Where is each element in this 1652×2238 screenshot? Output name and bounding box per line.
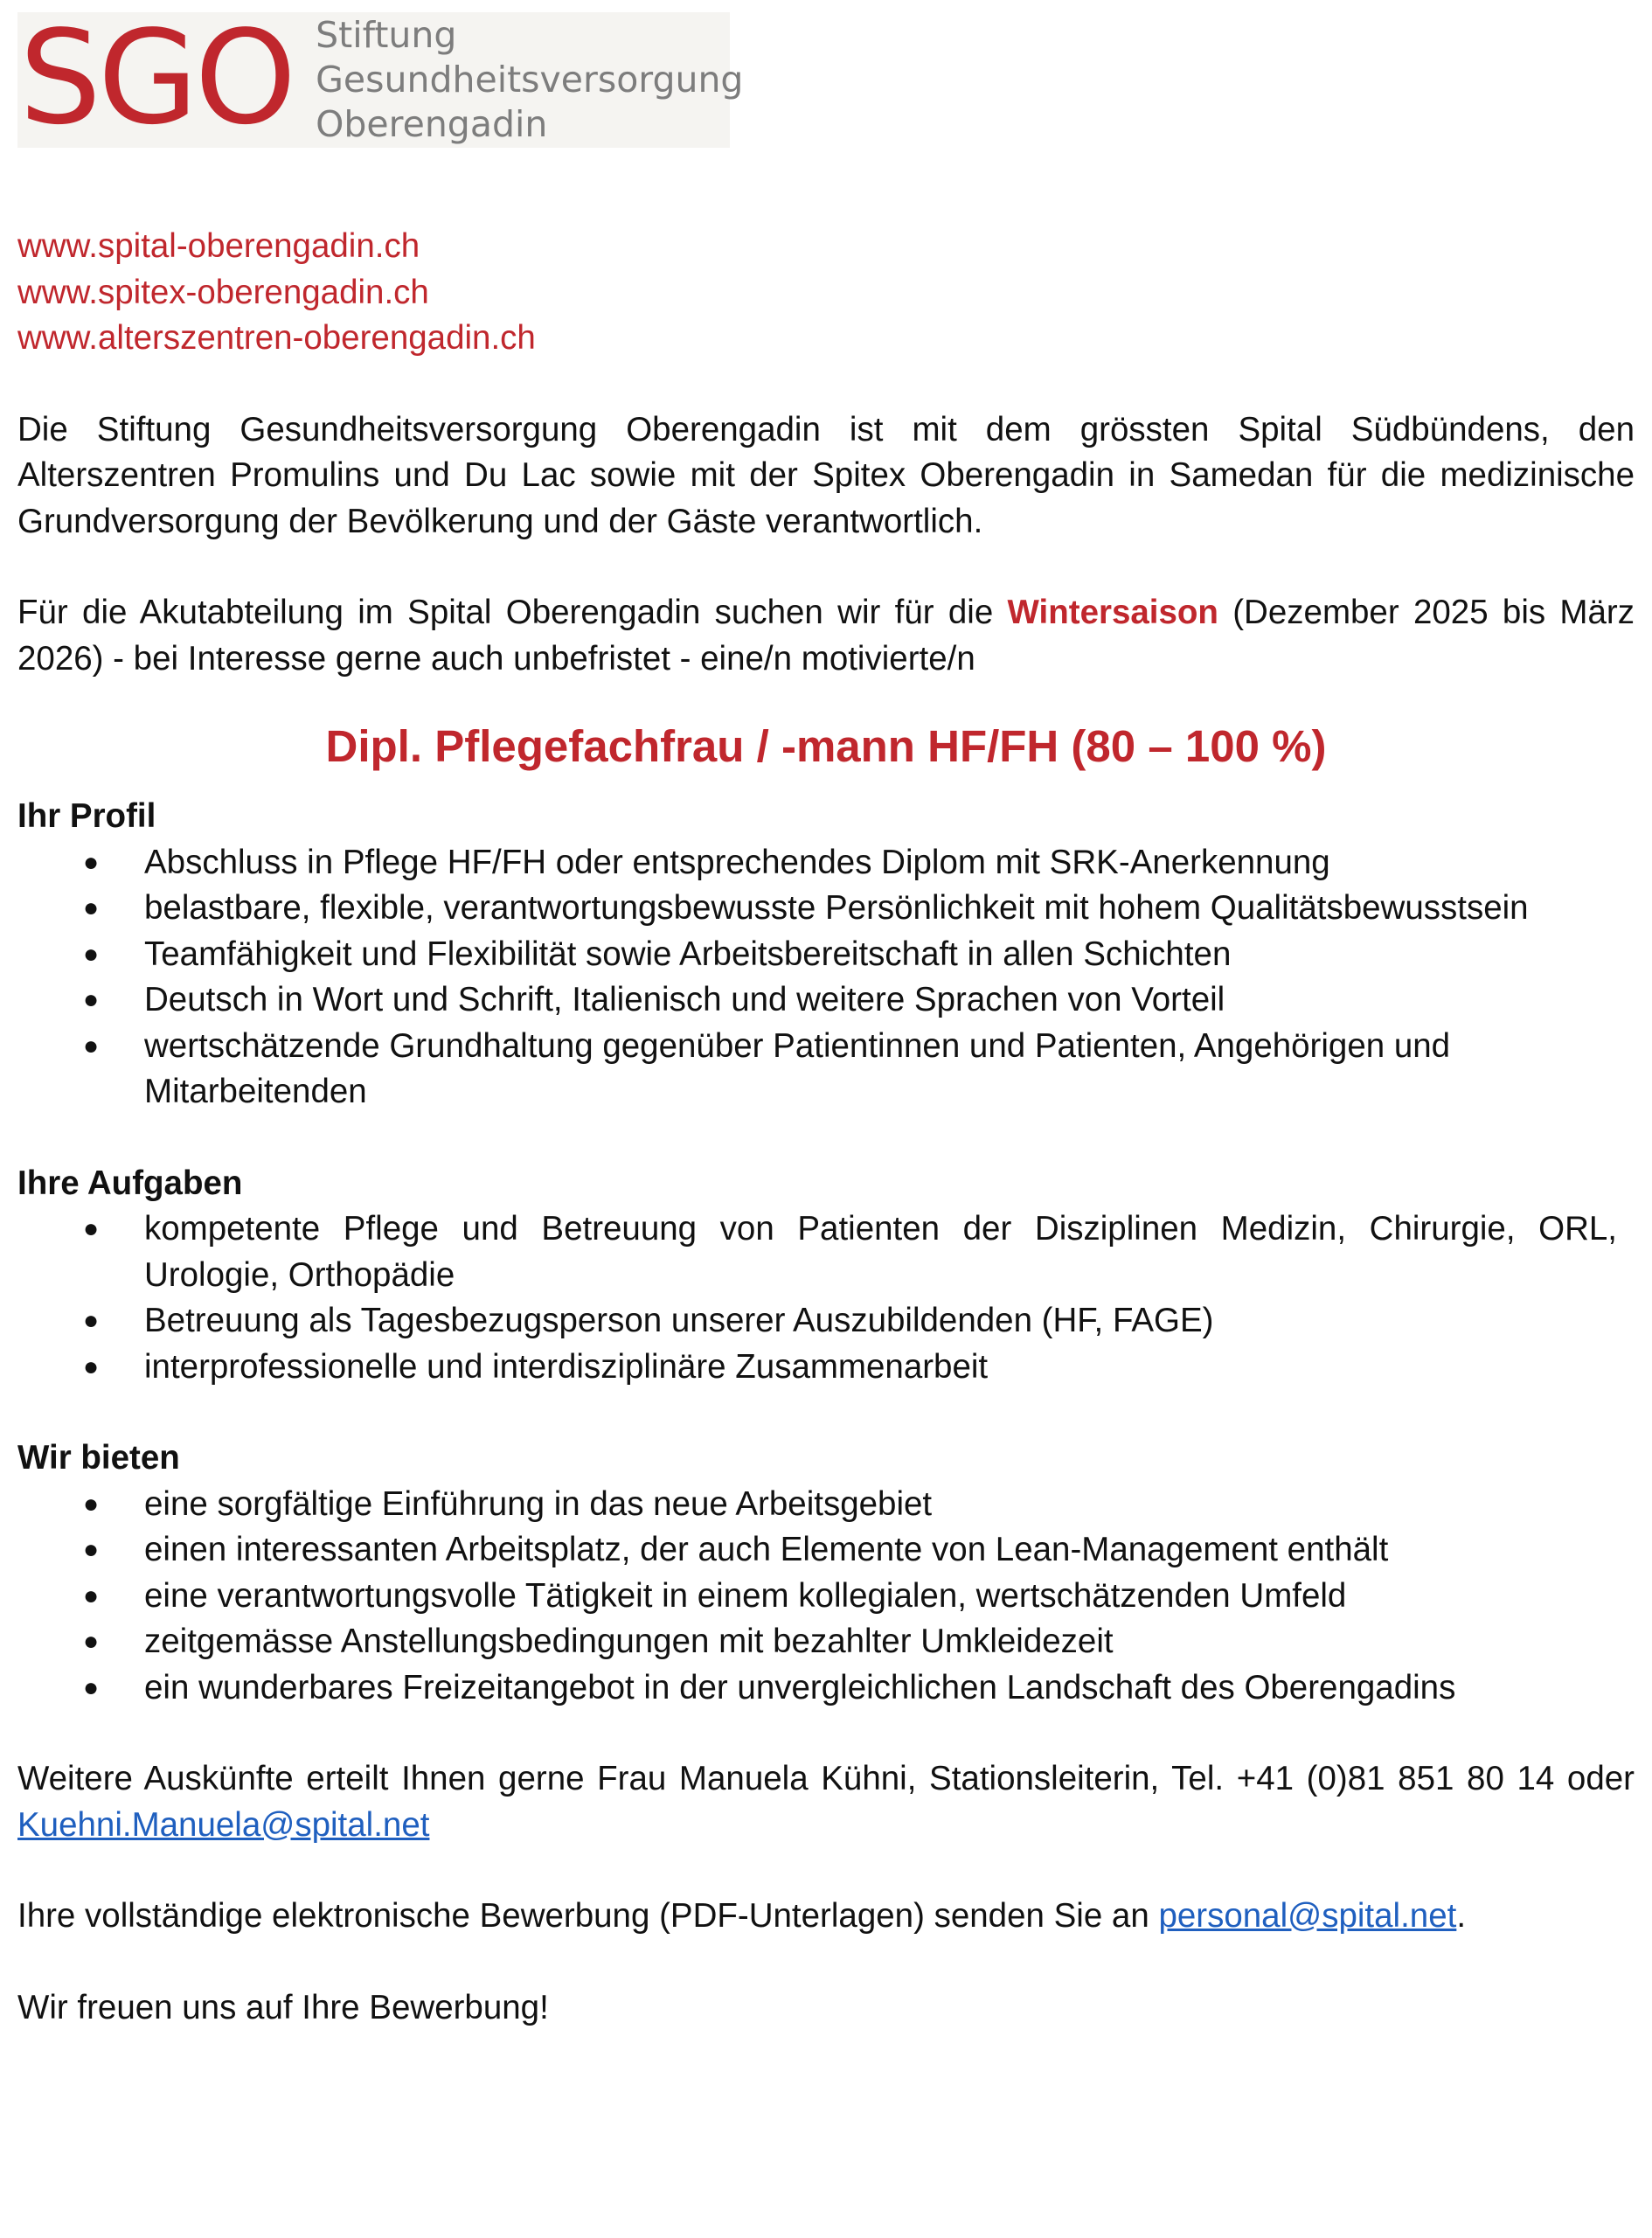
list-item: ● eine verantwortungsvolle Tätigkeit in einem kollegialen, wertschätzenden Umfeld xyxy=(17,1574,1635,1620)
search-paragraph xyxy=(17,590,1635,682)
bullet-icon: ● xyxy=(83,1489,100,1519)
list-item: ● eine sorgfältige Einführung in das neue Arbeitsgebiet xyxy=(17,1482,1635,1528)
season-highlight: Wintersaison xyxy=(1007,594,1218,631)
contact-text: Weitere Auskünfte erteilt Ihnen gerne Frau Manuela Kühni, Stationsleiterin, Tel. +41 (0)81 851 80 14 oder xyxy=(17,1760,1635,1797)
search-text-before: Für die Akutabteilung im Spital Oberengadin suchen wir für die xyxy=(17,594,1008,631)
bullet-icon: ● xyxy=(83,1581,100,1610)
application-text: Ihre vollständige elektronische Bewerbung (PDF-Unterlagen) senden Sie an xyxy=(17,1897,1159,1935)
logo-line-2: Gesundheitsversorgung xyxy=(316,59,744,101)
bullet-icon: ● xyxy=(83,1214,100,1243)
logo-line-1: Stiftung xyxy=(316,14,457,56)
list-item: ● Betreuung als Tagesbezugsperson unserer Auszubildenden (HF, FAGE) xyxy=(17,1298,1635,1345)
bullet-icon: ● xyxy=(83,939,100,969)
list-item: ● zeitgemässe Anstellungsbedingungen mit bezahlter Umkleidezeit xyxy=(17,1619,1635,1665)
search-text-after: (Dezember 2025 bis März 2026) - bei Interesse gerne auch unbefristet - eine/n motivierte/n xyxy=(17,594,1635,678)
contact-paragraph xyxy=(17,1756,1635,1848)
job-title: Dipl. Pflegefachfrau / -mann HF/FH (80 – 100 %) xyxy=(325,721,1327,771)
website-links xyxy=(17,224,1635,362)
link-alterszentren[interactable]: www.alterszentren-oberengadin.ch xyxy=(17,319,536,357)
intro-paragraph: Die Stiftung Gesundheitsversorgung Oberengadin ist mit dem grössten Spital Südbündens, den Alterszentren Promulins und Du Lac sowie mit der Spitex Oberengadin in Samedan für die medizinische Grundversorgung der Bevölkerung und der Gäste verantwortlich. xyxy=(17,410,1635,540)
list-item: ● kompetente Pflege und Betreuung von Patienten der Disziplinen Medizin, Chirurgie, ORL, Urologie, Orthopädie xyxy=(17,1206,1635,1298)
tasks-heading: Ihre Aufgaben xyxy=(17,1164,243,1202)
list-item: ● Deutsch in Wort und Schrift, Italienisch und weitere Sprachen von Vorteil xyxy=(17,977,1635,1024)
logo-text xyxy=(316,13,743,147)
profile-list xyxy=(17,840,1635,1116)
application-paragraph xyxy=(17,1894,1635,1940)
bullet-icon: ● xyxy=(83,847,100,877)
link-spital[interactable]: www.spital-oberengadin.ch xyxy=(17,227,420,265)
list-item: ● einen interessanten Arbeitsplatz, der auch Elemente von Lean-Management enthält xyxy=(17,1527,1635,1574)
list-item: ● belastbare, flexible, verantwortungsbewusste Persönlichkeit mit hohem Qualitätsbewusstsein xyxy=(17,886,1635,932)
profile-heading: Ihr Profil xyxy=(17,797,156,835)
document-body xyxy=(17,224,1635,2031)
tasks-list xyxy=(17,1206,1635,1390)
application-end: . xyxy=(1456,1897,1467,1935)
bullet-icon: ● xyxy=(83,1031,100,1060)
bullet-icon: ● xyxy=(83,1627,100,1656)
bullet-icon: ● xyxy=(83,1306,100,1335)
bullet-icon: ● xyxy=(83,1352,100,1381)
bullet-icon: ● xyxy=(83,1535,100,1564)
list-item: ● ein wunderbares Freizeitangebot in der unvergleichlichen Landschaft des Oberengadins xyxy=(17,1665,1635,1712)
bullet-icon: ● xyxy=(83,1672,100,1702)
bullet-icon: ● xyxy=(83,893,100,922)
logo-mark: SGO xyxy=(19,2,294,153)
offer-list xyxy=(17,1482,1635,1712)
list-item: ● Teamfähigkeit und Flexibilität sowie Arbeitsbereitschaft in allen Schichten xyxy=(17,932,1635,978)
list-item: ● wertschätzende Grundhaltung gegenüber Patientinnen und Patienten, Angehörigen und Mitarbeitenden xyxy=(17,1024,1635,1116)
list-item: ● interprofessionelle und interdisziplinäre Zusammenarbeit xyxy=(17,1345,1635,1391)
closing-line: Wir freuen uns auf Ihre Bewerbung! xyxy=(17,1988,549,2026)
contact-email-link[interactable]: Kuehni.Manuela@spital.net xyxy=(17,1805,430,1844)
logo-line-3: Oberengadin xyxy=(316,103,548,145)
logo xyxy=(17,2,744,153)
link-spitex[interactable]: www.spitex-oberengadin.ch xyxy=(17,273,429,311)
offer-heading: Wir bieten xyxy=(17,1439,180,1477)
application-email-link[interactable]: personal@spital.net xyxy=(1158,1897,1457,1935)
bullet-icon: ● xyxy=(83,985,100,1014)
list-item: ● Abschluss in Pflege HF/FH oder entsprechendes Diplom mit SRK-Anerkennung xyxy=(17,840,1635,886)
